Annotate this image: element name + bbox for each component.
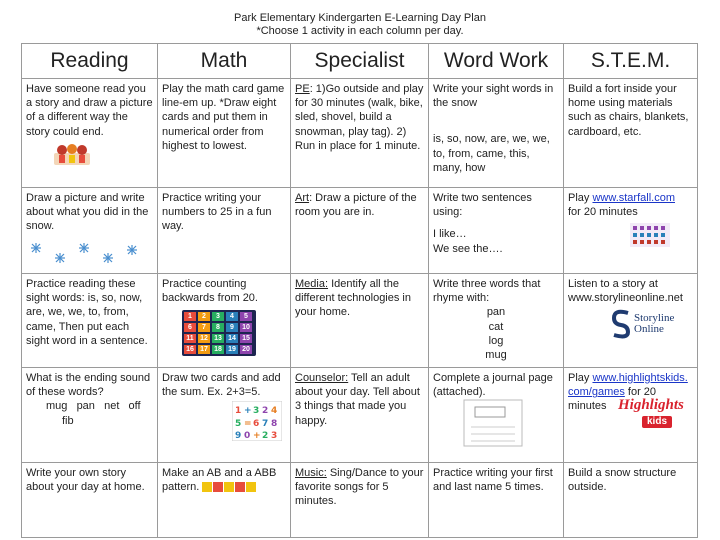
specialist-text: : 1)Go outside and play for 30 minutes (walk, bike, sled, shovel, build a snowman, play tag). 2) Run in place for 1 minute. [295,83,424,152]
specialist-label: Art [295,192,310,204]
svg-text:8: 8 [271,419,278,430]
number-cards-clipart [232,401,282,441]
number-tile: 9 [226,323,238,332]
specialist-text: Tell an adult about your day. Tell about 3 things that made you happy. [295,372,420,427]
svg-text:0: 0 [244,431,251,442]
header-math: Math [158,44,291,79]
number-tile: 17 [198,345,210,354]
reading-question: What is the ending sound of these words? [26,372,151,399]
number-tile: 20 [240,345,252,354]
number-tile: 8 [212,323,224,332]
starfall-clipart [630,223,670,247]
header-word-work: Word Work [429,44,564,79]
highlights-logo-word: Highlights [618,396,684,413]
specialist-text: Sing/Dance to your favorite songs for 5 minutes. [295,467,424,508]
svg-text:3: 3 [253,406,260,417]
number-tile: 2 [198,312,210,321]
number-tile: 6 [184,323,196,332]
kids-logo-badge: kids [642,416,672,428]
cell-specialist [291,79,429,188]
specialist-label: PE [295,83,310,95]
cell-word-work [429,368,564,463]
svg-text:2: 2 [262,431,269,442]
ending-sound-word-fib: fib [62,414,74,427]
cell-math [158,274,291,368]
pattern-blocks-clipart [202,481,256,493]
table-row [22,368,698,463]
table-row [22,274,698,368]
highlights-kids-logo [618,396,686,432]
table-row [22,463,698,538]
svg-text:9: 9 [235,431,242,442]
cell-reading: Practice reading these sight words: is, so, now, are, we, we, to, from, came, Then put each sight word in a sentence. [22,274,158,368]
cell-word-work [429,188,564,274]
svg-text:7: 7 [262,419,269,430]
rhyme-word: mug [485,349,507,362]
rhyme-word: pan [486,306,506,319]
cell-reading [22,79,158,188]
word-work-instruction: Write your sight words in the snow [433,83,554,110]
table-row [22,79,698,188]
cell-stem [564,188,698,274]
specialist-text: : Draw a picture of the room you are in. [295,192,417,219]
specialist-label: Music: [295,467,327,479]
svg-text:6: 6 [253,419,260,430]
specialist-label: Media: [295,278,329,290]
table-row [22,188,698,274]
title-line-1: Park Elementary Kindergarten E-Learning Day Plan [234,12,486,24]
stem-text: Listen to a story at www.storylineonline.net [568,278,683,305]
word-work-instruction: Write three words that rhyme with: [433,278,541,305]
cell-reading [22,188,158,274]
header-row [22,44,698,79]
number-tile: 5 [240,312,252,321]
stem-text-pre: Play [568,192,593,204]
specialist-label: Counselor: [295,372,349,384]
highlights-link[interactable]: www.highlightskids.com/games [568,372,688,399]
number-tile: 14 [226,334,238,343]
cell-specialist [291,463,429,538]
cell-stem [564,368,698,463]
cell-math: Play the math card game line-em up. *Draw eight cards and put them in numerical order from highest to lowest. [158,79,291,188]
word-work-instruction: Complete a journal page (attached). [433,372,553,399]
number-tile: 7 [198,323,210,332]
starfall-link[interactable]: www.starfall.com [592,192,675,204]
number-tile: 13 [212,334,224,343]
rhyme-word: log [488,334,504,347]
math-text: Make an AB and a ABB pattern. [162,467,277,494]
day-plan-table [21,43,698,538]
header-stem: S.T.E.M. [564,44,698,79]
ending-sound-words: mug pan net off [46,400,141,413]
stem-text-pre: Play [568,372,593,384]
page-title [0,0,720,40]
cell-math [158,368,291,463]
svg-text:+: + [253,431,261,442]
svg-text:=: = [244,419,252,430]
number-tile: 19 [226,345,238,354]
reading-text: Have someone read you a story and draw a picture of a different way the story could end. [26,83,153,138]
cell-stem: Build a fort inside your home using materials such as chairs, blankets, cardboard, etc. [564,79,698,188]
cell-stem: Build a snow structure outside. [564,463,698,538]
cell-specialist [291,274,429,368]
sentence-starter-1: I like… [433,228,467,241]
cell-specialist [291,188,429,274]
sight-words-list: is, so, now, are, we, we, to, from, came, this, many, how [433,133,550,174]
svg-text:+: + [244,406,252,417]
stem-text-post: for 20 minutes [568,386,657,413]
title-line-2: *Choose 1 activity in each column per day. [256,25,464,37]
journal-page-thumbnail [463,399,523,447]
storyline-online-logo [610,309,693,339]
sentence-starter-2: We see the…. [433,242,503,255]
cell-word-work [429,274,564,368]
rhyme-word: cat [488,320,504,333]
svg-text:4: 4 [271,406,278,417]
cell-stem [564,274,698,368]
cell-math: Practice writing your numbers to 25 in a fun way. [158,188,291,274]
reading-text: Draw a picture and write about what you did in the snow. [26,192,149,233]
svg-text:3: 3 [271,431,278,442]
number-tile: 11 [184,334,196,343]
math-text: Practice counting backwards from 20. [162,278,258,305]
svg-text:1: 1 [235,406,242,417]
kids-reading-clipart [52,141,92,167]
number-tile: 12 [198,334,210,343]
svg-text:2: 2 [262,406,269,417]
cell-reading [22,368,158,463]
header-reading: Reading [22,44,158,79]
number-tile: 3 [212,312,224,321]
number-tile: 4 [226,312,238,321]
header-specialist: Specialist [291,44,429,79]
word-work-instruction: Write two sentences using: [433,192,532,219]
cell-math [158,463,291,538]
number-tile: 1 [184,312,196,321]
cell-word-work: Practice writing your first and last name 5 times. [429,463,564,538]
cell-word-work [429,79,564,188]
number-tile: 16 [184,345,196,354]
storyline-s-icon [610,309,632,339]
cell-specialist [291,368,429,463]
cell-reading: Write your own story about your day at home. [22,463,158,538]
number-tile: 10 [240,323,252,332]
number-chart-clipart [182,310,256,356]
snowflakes-clipart [26,240,146,266]
math-text: Draw two cards and add the sum. Ex. 2+3=5. [162,372,281,399]
svg-text:5: 5 [235,419,242,430]
specialist-text: Identify all the different technologies in your home. [295,278,411,319]
stem-text-post: for 20 minutes [568,206,638,219]
storyline-logo-text: Storyline Online [634,312,675,336]
number-tile: 15 [240,334,252,343]
number-tile: 18 [212,345,224,354]
